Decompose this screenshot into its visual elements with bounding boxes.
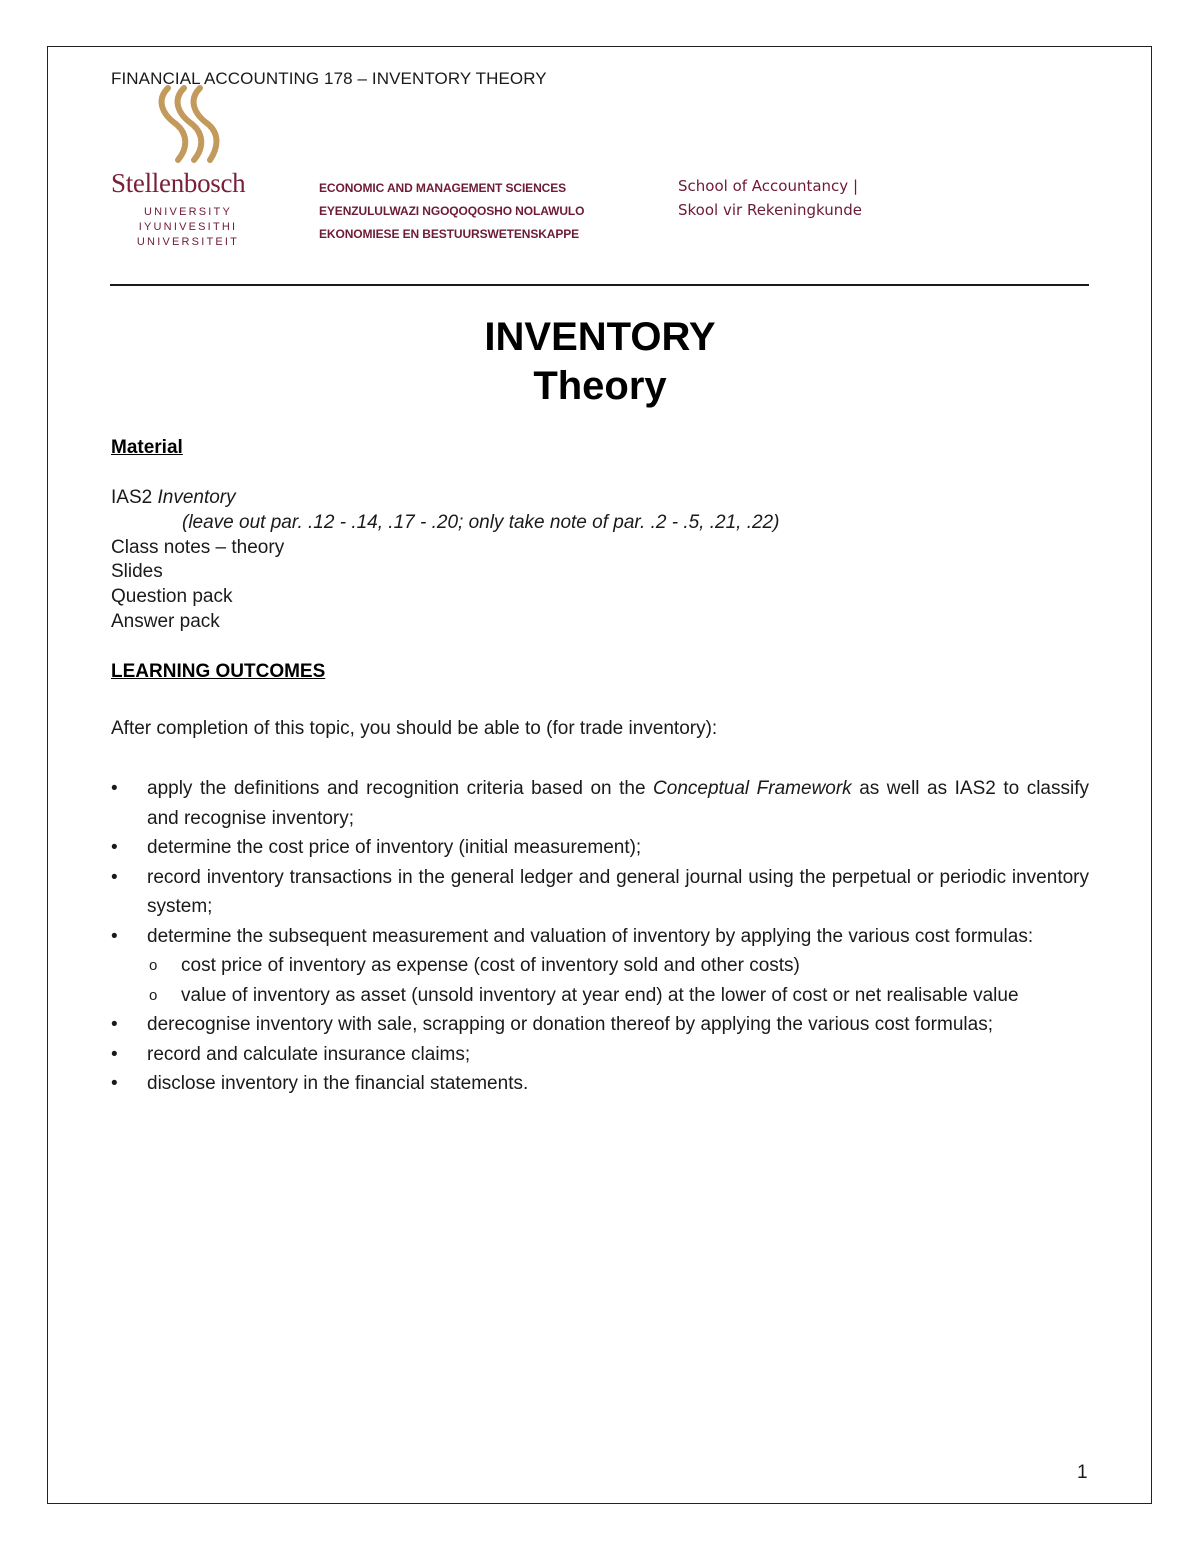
- list-item-text: disclose inventory in the financial statements.: [147, 1073, 529, 1094]
- list-item-text: as well as IAS2 to classify and recognise inventory;: [147, 778, 1089, 829]
- bullet-icon: •: [111, 1014, 118, 1035]
- logo-university-line: UNIVERSITEIT: [136, 236, 240, 248]
- material-item: Slides: [111, 561, 163, 582]
- sub-list-item: [111, 951, 1089, 1010]
- list-item: [111, 833, 1089, 863]
- list-item-text: cost price of inventory as expense (cost of inventory sold and other costs): [181, 955, 800, 976]
- faculty-line: EYENZULULWAZI NGOQOQOSHO NOLAWULO: [319, 204, 585, 218]
- learning-outcomes-heading: LEARNING OUTCOMES: [111, 661, 326, 682]
- material-item: Class notes – theory: [111, 537, 285, 558]
- faculty-line: ECONOMIC AND MANAGEMENT SCIENCES: [319, 181, 567, 195]
- list-item-text: record and calculate insurance claims;: [147, 1043, 471, 1065]
- university-crest-icon: [158, 84, 222, 166]
- material-ias2: [111, 487, 236, 509]
- list-item: [111, 863, 1089, 922]
- logo-university-line: UNIVERSITY: [143, 206, 232, 218]
- bullet-icon: •: [111, 778, 118, 799]
- logo-university-line: IYUNIVESITHI: [138, 221, 238, 233]
- page-number: 1: [1077, 1462, 1088, 1483]
- list-item-text: derecognise inventory with sale, scrapping or donation thereof by applying the various cost formulas;: [147, 1014, 993, 1035]
- list-item-text: apply the definitions and recognition criteria based on the: [147, 778, 654, 799]
- list-item-italic: Conceptual Framework: [653, 778, 852, 799]
- list-item-text: determine the cost price of inventory (initial measurement);: [147, 837, 642, 858]
- bullet-icon: •: [111, 866, 118, 888]
- ias2-title: Inventory: [157, 487, 236, 508]
- faculty-line: EKONOMIESE EN BESTUURSWETENSKAPPE: [319, 227, 580, 241]
- ias2-prefix: IAS2: [111, 487, 158, 508]
- list-item: [111, 922, 1089, 952]
- material-ias2-note: (leave out par. .12 - .14, .17 - .20; only take note of par. .2 - .5, .21, .22): [182, 512, 780, 533]
- document-subtitle: Theory: [533, 364, 667, 408]
- sub-list-item: [111, 951, 1089, 981]
- list-item-text: value of inventory as asset (unsold inventory at year end) at the lower of cost or net realisable value: [181, 984, 1019, 1006]
- sub-bullet-icon: o: [149, 957, 158, 974]
- learning-outcomes-intro: After completion of this topic, you should be able to (for trade inventory):: [111, 718, 718, 739]
- list-item: [111, 1040, 1089, 1070]
- sub-bullet-icon: o: [149, 986, 158, 1004]
- running-header: FINANCIAL ACCOUNTING 178 – INVENTORY THEORY: [111, 69, 547, 88]
- list-item: [111, 774, 1089, 833]
- list-item-text: record inventory transactions in the general ledger and general journal using the perpetual or periodic inventory system;: [147, 866, 1089, 917]
- list-item-text: determine the subsequent measurement and valuation of inventory by applying the various cost formulas:: [147, 925, 1034, 947]
- header-divider: [110, 284, 1089, 286]
- school-line: Skool vir Rekeningkunde: [678, 201, 862, 219]
- bullet-icon: •: [111, 925, 118, 947]
- school-line: School of Accountancy |: [678, 177, 858, 195]
- bullet-icon: •: [111, 1073, 118, 1094]
- sub-list-item: [111, 981, 1089, 1011]
- material-item: Answer pack: [111, 611, 220, 632]
- logo-wordmark: Stellenbosch: [111, 168, 246, 198]
- document-title: INVENTORY: [484, 315, 716, 359]
- bullet-icon: •: [111, 1043, 118, 1065]
- material-heading: Material: [111, 437, 183, 458]
- list-item: [111, 1010, 1089, 1040]
- material-item: Question pack: [111, 586, 233, 607]
- sub-list: [111, 951, 1089, 1010]
- learning-outcomes-list: [111, 774, 1089, 1099]
- list-item: [111, 1069, 1089, 1099]
- bullet-icon: •: [111, 837, 118, 858]
